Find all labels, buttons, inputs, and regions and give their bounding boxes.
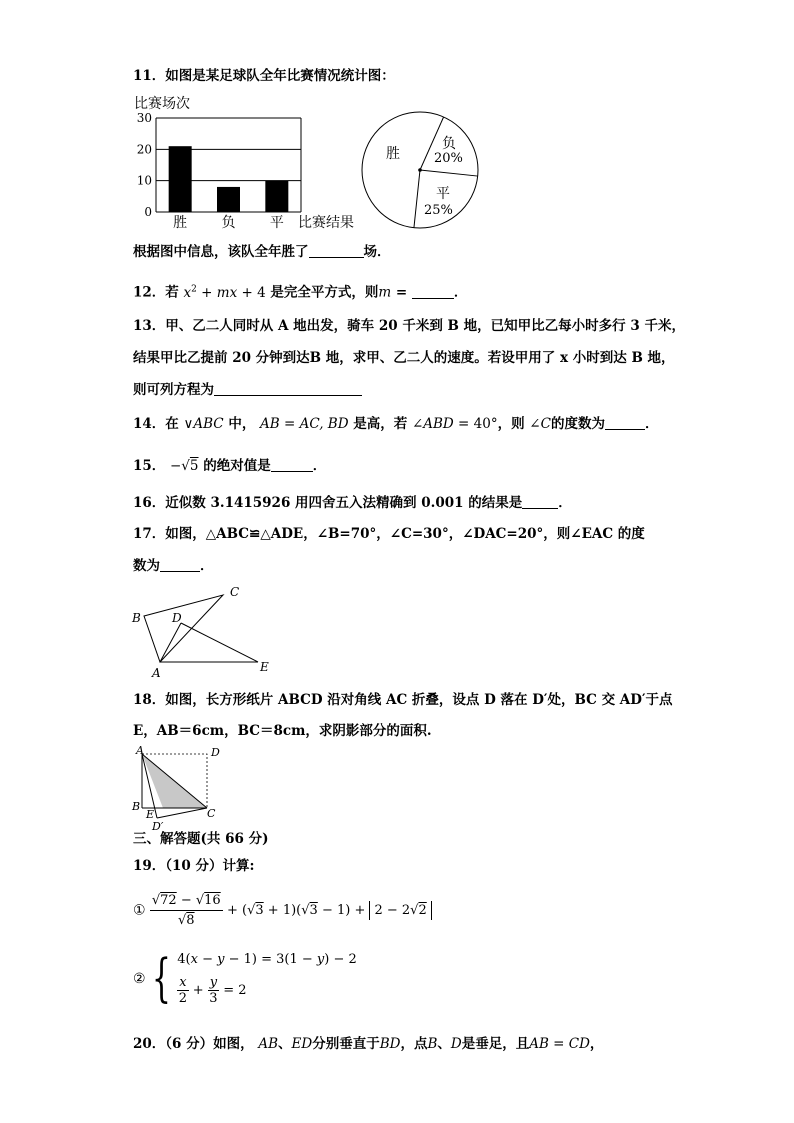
q12-expr: $x^2$ + mx + 4 — [183, 284, 266, 301]
pie-boundary-1 — [420, 170, 478, 176]
q11-answer-line: 根据图中信息，该队全年胜了 场． — [133, 244, 391, 260]
bar-ytick-label: 20 — [136, 142, 152, 157]
bar-2 — [265, 181, 288, 212]
q17-figure — [128, 582, 278, 682]
q17-line2: 数为 ． — [133, 558, 214, 574]
pie-boundary-2 — [414, 170, 420, 228]
q12: 12．若 $x^2$ + mx + 4 是完全平方式，则m = ． — [133, 284, 468, 301]
q18-line2: E，AB＝6cm，BC＝8cm，求阴影部分的面积. — [133, 723, 432, 739]
bar-xlabel: 比赛结果 — [298, 215, 354, 231]
bar-category-label: 负 — [221, 215, 236, 231]
answer-blank[interactable] — [605, 415, 645, 430]
q17-label-C: C — [230, 585, 240, 599]
q17-line1: 17．如图，△ABC≌△ADE，∠B=70°，∠C=30°，∠DAC=20°，则∠EAC 的度 — [133, 526, 645, 542]
bar-0 — [169, 146, 192, 212]
q19-part2: ② { 4(x − y − 1) = 3(1 − y) − 2 $\frac{x}{2}$ + $\frac{y}{3}$ = 2 — [133, 949, 357, 1009]
bar-ytick-label: 0 — [144, 205, 152, 219]
bar-category-label: 胜 — [173, 215, 188, 231]
pie-label-draw: 平 — [436, 186, 450, 202]
q15-expr: −√5 — [170, 458, 199, 474]
answer-blank[interactable] — [214, 381, 362, 396]
q19-system: 4(x − y − 1) = 3(1 − y) − 2 $\frac{x}{2}$ + $\frac{y}{3}$ = 2 — [177, 952, 357, 1006]
q11-stem: 11．如图是某足球队全年比赛情况统计图： — [133, 68, 395, 84]
q18-figure — [128, 742, 228, 834]
q14: 14．在 ∨ABC 中， AB = AC, BD 是高，若 ∠ABD = 40°，则 ∠C的度数为 ． — [133, 416, 659, 432]
bar-ytick-label: 30 — [136, 111, 152, 125]
section-3-title: 三、解答题(共 66 分) — [133, 831, 269, 847]
pie-label-win: 胜 — [386, 146, 400, 162]
bar-ytick-label: 10 — [136, 173, 152, 188]
q20: 20．（6 分）如图， AB、ED分别垂直于BD，点B、D是垂足，且AB = CD， — [133, 1036, 604, 1052]
pie-label-lose: 负 — [442, 136, 456, 152]
q11-bar-chart — [128, 94, 368, 234]
q19-part1: ① $\frac{√72 - √16}{√8}$ + (√3 + 1)(√3 − 1) + 2 − 2√2 — [133, 893, 432, 928]
q17-label-B: B — [132, 611, 141, 625]
pie-pct-lose: 20% — [434, 151, 463, 166]
q17-label-E: E — [260, 660, 269, 674]
q18-label-E: E — [146, 808, 155, 821]
q18-label-B: B — [132, 800, 141, 813]
answer-blank[interactable] — [160, 557, 200, 572]
pie-center-dot — [418, 168, 422, 172]
q18-label-A: A — [136, 744, 144, 757]
answer-blank[interactable] — [412, 284, 454, 299]
pie-pct-draw: 25% — [424, 203, 453, 218]
q18-label-Dprime: D′ — [152, 820, 164, 833]
answer-blank[interactable] — [309, 243, 364, 258]
bar-category-label: 平 — [269, 215, 284, 231]
q15: 15． −√5 的绝对值是 ． — [133, 458, 327, 474]
q19-fraction: $\frac{√72 - √16}{√8}$ — [151, 893, 221, 928]
q13-line3: 则可列方程为 — [133, 380, 362, 400]
bar-ylabel: 比赛场次 — [134, 96, 190, 112]
q17-label-A: A — [152, 666, 161, 680]
q13-line1: 13．甲、乙二人同时从 A 地出发，骑车 20 千米到 B 地，已知甲比乙每小时多行 3 千米， — [133, 318, 685, 334]
answer-blank[interactable] — [271, 457, 313, 472]
q18-label-D: D — [211, 746, 220, 759]
q11-pie-chart — [356, 108, 486, 232]
q17-label-D: D — [172, 611, 182, 625]
q16: 16．近似数 3.1415926 用四舍五入法精确到 0.001 的结果是 ． — [133, 495, 572, 511]
bar-1 — [217, 187, 240, 212]
answer-blank[interactable] — [522, 494, 558, 509]
q18-label-C: C — [207, 807, 216, 820]
q18-line1: 18．如图，长方形纸片 ABCD 沿对角线 AC 折叠，设点 D 落在 D′处，BC 交 AD′于点 — [133, 692, 673, 708]
q19-head: 19．（10 分）计算: — [133, 858, 255, 874]
q13-line2: 结果甲比乙提前 20 分钟到达B 地，求甲、乙二人的速度。若设甲用了 x 小时到达 B 地， — [133, 350, 675, 366]
